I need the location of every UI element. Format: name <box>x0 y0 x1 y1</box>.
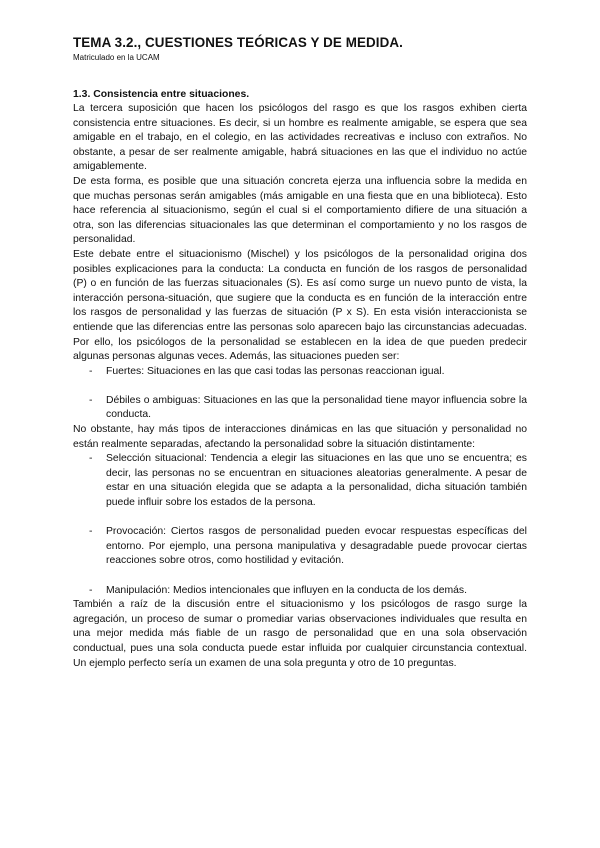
list-item <box>73 452 527 510</box>
dash-marker: - <box>89 584 93 596</box>
document-title: TEMA 3.2., CUESTIONES TEÓRICAS Y DE MEDIDA. <box>73 35 403 50</box>
dash-marker: - <box>89 394 93 406</box>
situation-types-list <box>73 365 527 423</box>
document-page <box>73 35 527 671</box>
list-item-text: Fuertes: Situaciones en las que casi todas las personas reaccionan igual. <box>106 365 445 377</box>
paragraph-debate: Este debate entre el situacionismo (Mischel) y los psicólogos de la personalidad origina dos posibles explicaciones para la conducta: La conducta en función de los rasgos de personalidad (P) o en función de las fuerzas situacionales (S). Es así como surge un nuevo punto de vista, la interacción persona-situación, que sugiere que la conducta es en función de la interacción entre los rasgos de personalidad y las fuerzas de situación (P x S). En esta visión interaccionista se entiende que las diferencias entre las personas solo aparecen bajo las circunstancias adecuadas. Por ello, los psicólogos de la personalidad se establecen en la idea de que pueden predecir algunas personas algunas veces. Además, las situaciones pueden ser: <box>73 248 527 363</box>
list-item <box>73 584 527 599</box>
document-subtitle: Matriculado en la UCAM <box>73 53 160 62</box>
list-item-text: Selección situacional: Tendencia a elegir las situaciones en las que uno se encuentra; es decir, las personas no se encuentran en situaciones aleatorias generalmente. A pesar de estar en una situación elegida que se adapta a la personalidad, dicha situación también puede influir sobre los estados de la persona. <box>106 453 527 509</box>
dash-marker: - <box>89 365 93 377</box>
list-item-text: Manipulación: Medios intencionales que influyen en la conducta de los demás. <box>106 584 468 596</box>
list-item-text: Provocación: Ciertos rasgos de personalidad pueden evocar respuestas específicas del entorno. Por ejemplo, una persona manipulativa y desagradable puede provocar ciertas reacciones sobre otros, como hostilidad y evitación. <box>106 526 527 567</box>
list-item <box>73 525 527 569</box>
paragraph-situationism: De esta forma, es posible que una situación concreta ejerza una influencia sobre la medida en que muchas personas serán amigables (más amigable en una fiesta que en una biblioteca). Esto hace referencia al situacionismo, según el cual si el comportamiento difiere de una situación a otra, son las diferencias situacionales las que determinan el comportamiento y no los rasgos de personalidad. <box>73 175 527 246</box>
dash-marker: - <box>89 526 93 538</box>
paragraph-aggregation: También a raíz de la discusión entre el situacionismo y los psicólogos de rasgo surge la agregación, un proceso de sumar o promediar varias observaciones individuales que resulta en una mejor medida más fiable de un rasgo de personalidad que en una sola observación conductual, pues una sola conducta puede estar influida por cualquier circunstancia contextual. Un ejemplo perfecto sería un examen de una sola pregunta y otro de 10 preguntas. <box>73 599 527 669</box>
paragraph-consistency: La tercera suposición que hacen los psicólogos del rasgo es que los rasgos exhiben cierta consistencia entre situaciones. Es decir, si un hombre es realmente amigable, se espera que sea amigable en el trabajo, en el colegio, en las actividades recreativas e incluso con extraños. No obstante, a pesar de ser realmente amigable, habrá situaciones en las que el individuo no actúe amigablemente. <box>73 103 527 173</box>
list-item <box>73 365 527 380</box>
paragraph-interactions-intro: No obstante, hay más tipos de interacciones dinámicas en las que situación y personalidad no están realmente separadas, afectando la personalidad sobre la situación distintamente: <box>73 424 527 450</box>
list-item <box>73 394 527 423</box>
list-item-text: Débiles o ambiguas: Situaciones en las que la personalidad tiene mayor influencia sobre la conducta. <box>106 394 527 421</box>
dash-marker: - <box>89 453 93 465</box>
interaction-types-list <box>73 452 527 598</box>
section-heading: 1.3. Consistencia entre situaciones. <box>73 89 250 100</box>
